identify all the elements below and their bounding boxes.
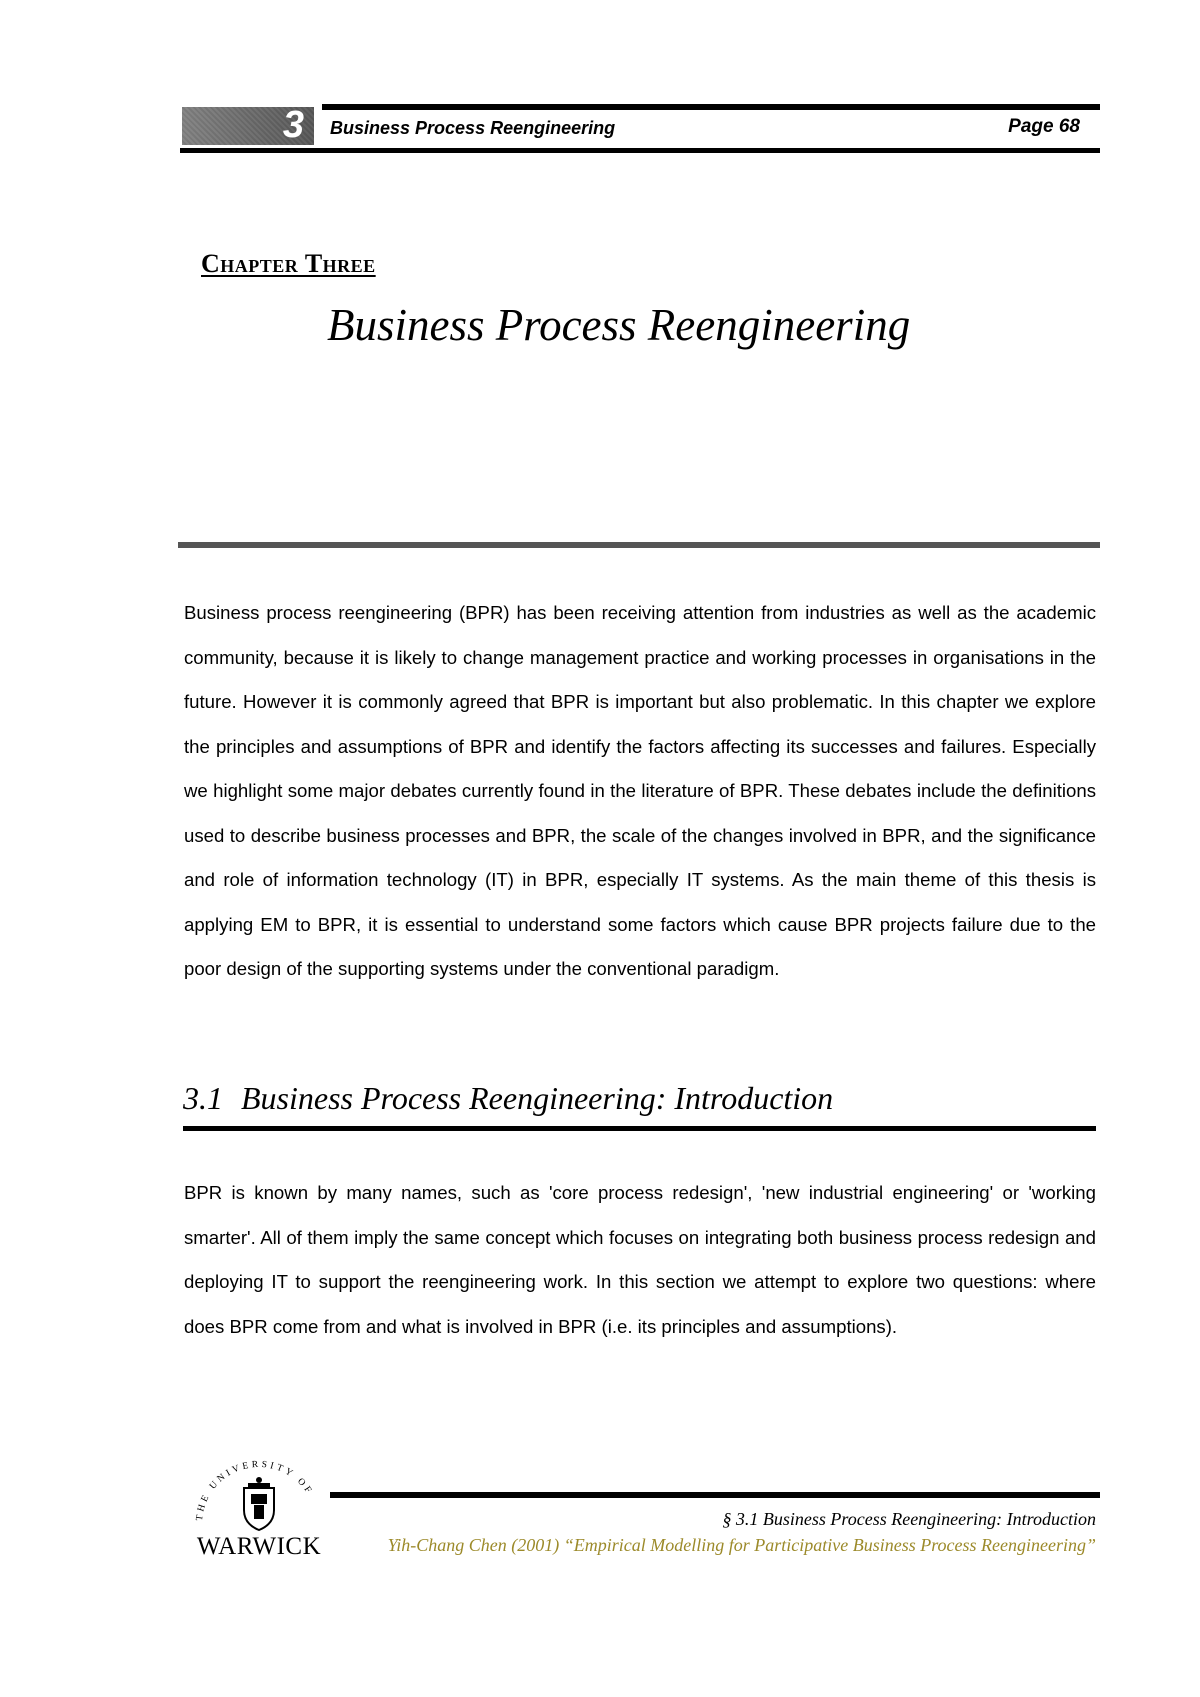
section-paragraph: BPR is known by many names, such as 'core process redesign', 'new industrial engineering' or 'working smarter'. All of them imply the same concept which focuses on integrating both business process redesign and deploying IT to support the reengineering work. In this section we attempt to explore two questions: where does BPR come from and what is involved in BPR (i.e. its principles and assumptions). bbox=[184, 1182, 1096, 1337]
header-running-title: Business Process Reengineering bbox=[330, 118, 616, 138]
section-heading bbox=[183, 1078, 833, 1118]
header-bottom-rule bbox=[180, 148, 1100, 153]
chapter-label: Chapter Three bbox=[201, 249, 376, 278]
chapter-divider bbox=[178, 542, 1100, 548]
intro-paragraph: Business process reengineering (BPR) has been receiving attention from industries as well as the academic community, because it is likely to change management practice and working processes in organisations in the future. However it is commonly agreed that BPR is important but also problematic. In this chapter we explore the principles and assumptions of BPR and identify the factors affecting its successes and failures. Especially we highlight some major debates currently found in the literature of BPR. These debates include the definitions used to describe business processes and BPR, the scale of the changes involved in BPR, and the significance and role of information technology (IT) in BPR, especially IT systems. As the main theme of this thesis is applying EM to BPR, it is essential to understand some factors which cause BPR projects failure due to the poor design of the supporting systems under the conventional paradigm. bbox=[184, 602, 1096, 979]
footer-section-ref: § 3.1 Business Process Reengineering: Introduction bbox=[722, 1509, 1096, 1529]
warwick-logo bbox=[188, 1458, 330, 1560]
footer-citation: Yih-Chang Chen (2001) “Empirical Modelling for Participative Business Process Reengineering” bbox=[387, 1535, 1096, 1555]
chapter-number-box bbox=[182, 104, 314, 146]
header-page-number: Page 68 bbox=[1008, 116, 1080, 137]
footer-rule bbox=[330, 1492, 1100, 1498]
section-number: 3.1 bbox=[183, 1080, 223, 1116]
header-chapter-number: 3 bbox=[282, 104, 304, 146]
logo-wordmark: WARWICK bbox=[196, 1533, 322, 1560]
university-crest-icon bbox=[188, 1458, 330, 1536]
logo-arc-text: THE UNIVERSITY OF bbox=[194, 1459, 315, 1522]
header-top-rule bbox=[322, 104, 1100, 110]
chapter-title: Business Process Reengineering bbox=[327, 300, 911, 350]
section-title: Business Process Reengineering: Introduction bbox=[241, 1080, 834, 1116]
section-rule bbox=[183, 1126, 1096, 1131]
